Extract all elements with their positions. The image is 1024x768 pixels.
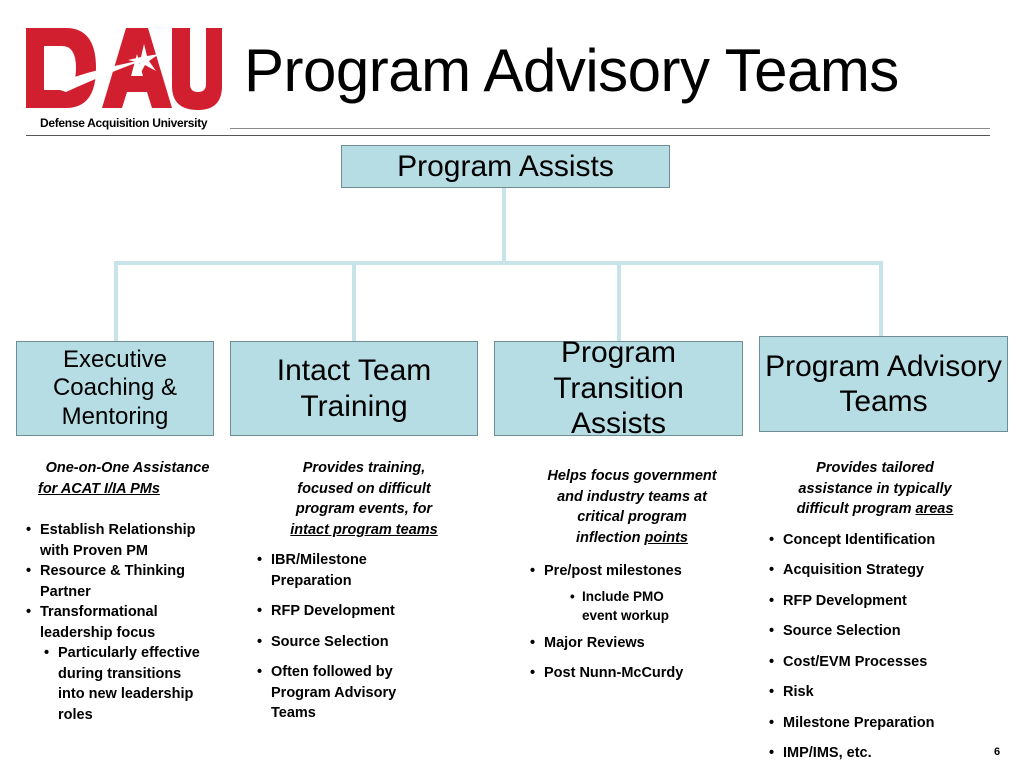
- branch-2-label-line: Intact Team: [276, 354, 432, 388]
- bullet-line: • Milestone Preparation: [783, 714, 935, 731]
- branch-1-label-line: Executive: [62, 346, 168, 374]
- column-3-bullets: [530, 561, 740, 684]
- connector-branch-3: [617, 263, 621, 342]
- column-4-lead: [769, 458, 981, 520]
- bullet-item: [769, 743, 981, 764]
- bullet-item: [257, 601, 471, 622]
- column-executive-coaching: [26, 458, 231, 725]
- bullet-line: Preparation: [271, 572, 352, 589]
- bullet-item: [769, 652, 981, 673]
- lead-line: program events, for: [295, 501, 433, 517]
- bullet-line: • Include PMO: [582, 588, 664, 604]
- column-2-bullets: [257, 550, 471, 724]
- branch-4-label-line: Teams: [839, 385, 928, 418]
- sub-bullet-item: [530, 587, 740, 625]
- bullet-line: • IBR/Milestone: [271, 552, 367, 568]
- bullet-item: [769, 682, 981, 703]
- lead-line: Provides tailored: [816, 460, 934, 476]
- lead-underlined: areas: [915, 501, 954, 517]
- bullet-item: [257, 550, 471, 591]
- lead-line: One-on-One Assistance: [45, 460, 210, 476]
- bullet-item: [257, 662, 471, 724]
- bullet-item: [530, 633, 740, 654]
- bullet-line: with Proven PM: [40, 542, 148, 559]
- lead-line: critical program: [577, 509, 687, 525]
- branch-3-label-line: Assists: [570, 407, 666, 441]
- branch-box-program-transition-assists: [494, 336, 743, 441]
- bullet-line: • Pre/post milestones: [544, 563, 682, 579]
- logo-caption: Defense Acquisition University: [40, 116, 208, 130]
- bullet-item: [530, 561, 740, 582]
- sub-bullet-item: [26, 643, 231, 725]
- bullet-line: • IMP/IMS, etc.: [783, 745, 872, 761]
- header-rule-bottom: [26, 135, 990, 136]
- branch-box-executive-coaching: [16, 341, 214, 436]
- bullet-item: [769, 591, 981, 612]
- bullet-item: [769, 713, 981, 734]
- column-3-lead: [524, 466, 740, 548]
- header-rule-top: [230, 128, 990, 129]
- lead-line: and industry teams at: [557, 488, 707, 505]
- lead-line: assistance in typically: [798, 480, 952, 497]
- lead-prefix: inflection: [576, 529, 645, 546]
- lead-underlined: for ACAT I/IA PMs: [38, 480, 160, 497]
- bullet-line: Program Advisory: [271, 684, 397, 701]
- bullet-line: leadership focus: [40, 624, 156, 641]
- bullet-item: [26, 520, 231, 561]
- bullet-item: [530, 663, 740, 684]
- bullet-line: event workup: [582, 607, 670, 623]
- column-2-lead: [257, 458, 471, 540]
- root-box-label: Program Assists: [397, 149, 614, 183]
- bullet-line: • Acquisition Strategy: [783, 562, 924, 578]
- column-4-bullets: [769, 530, 981, 764]
- bullet-line: • RFP Development: [271, 603, 395, 619]
- bullet-line: into new leadership: [58, 686, 194, 702]
- bullet-item: [26, 561, 231, 602]
- bullet-item: [26, 602, 231, 643]
- bullet-line: • RFP Development: [783, 592, 907, 609]
- lead-prefix: difficult program: [796, 501, 916, 517]
- connector-horizontal: [114, 261, 883, 265]
- bullet-item: [769, 530, 981, 551]
- bullet-line: • Resource & Thinking: [40, 563, 186, 579]
- lead-line: focused on difficult: [297, 480, 431, 497]
- branch-1-label-line: Coaching &: [52, 374, 178, 402]
- branch-box-program-advisory-teams: [759, 336, 1008, 432]
- bullet-line: • Risk: [783, 684, 814, 700]
- lead-line: Provides training,: [302, 460, 426, 476]
- bullet-line: • Major Reviews: [544, 634, 645, 651]
- column-1-lead: [24, 458, 231, 499]
- bullet-line: • Source Selection: [783, 623, 901, 639]
- page-title: Program Advisory Teams: [244, 37, 899, 104]
- connector-branch-4: [879, 263, 883, 338]
- bullet-line: • Establish Relationship: [40, 522, 196, 538]
- branch-box-intact-team-training: [230, 341, 478, 436]
- bullet-line: • Source Selection: [271, 633, 389, 650]
- bullet-line: • Post Nunn-McCurdy: [544, 665, 684, 681]
- column-program-advisory-teams: [769, 458, 981, 764]
- bullet-item: [769, 560, 981, 581]
- column-program-transition-assists: [530, 466, 740, 684]
- column-1-bullets: [26, 520, 231, 725]
- page-number: 6: [994, 746, 1001, 758]
- bullet-line: • Particularly effective: [58, 645, 200, 661]
- bullet-line: • Transformational: [40, 604, 158, 620]
- dau-logo-mark: [26, 26, 222, 110]
- branch-1-label-line: Mentoring: [61, 402, 169, 430]
- connector-branch-2: [352, 263, 356, 342]
- bullet-line: roles: [58, 706, 93, 723]
- bullet-item: [769, 621, 981, 642]
- bullet-line: Partner: [40, 583, 91, 600]
- bullet-line: • Cost/EVM Processes: [783, 653, 928, 670]
- connector-branch-1: [114, 263, 118, 342]
- bullet-line: during transitions: [58, 665, 182, 682]
- branch-3-label-line: Program Transition: [553, 336, 684, 405]
- lead-underlined: points: [644, 529, 688, 546]
- connector-root-stem: [502, 187, 506, 263]
- lead-underlined: intact program teams: [290, 521, 438, 538]
- root-box-program-assists: [341, 145, 670, 188]
- branch-2-label-line: Training: [300, 389, 408, 423]
- lead-line: Helps focus government: [547, 468, 717, 484]
- bullet-item: [257, 632, 471, 653]
- column-intact-team-training: [257, 458, 471, 724]
- bullet-line: • Often followed by: [271, 664, 393, 680]
- bullet-line: • Concept Identification: [783, 531, 936, 548]
- bullet-line: Teams: [271, 705, 316, 721]
- branch-4-label-line: Program Advisory: [765, 349, 1002, 383]
